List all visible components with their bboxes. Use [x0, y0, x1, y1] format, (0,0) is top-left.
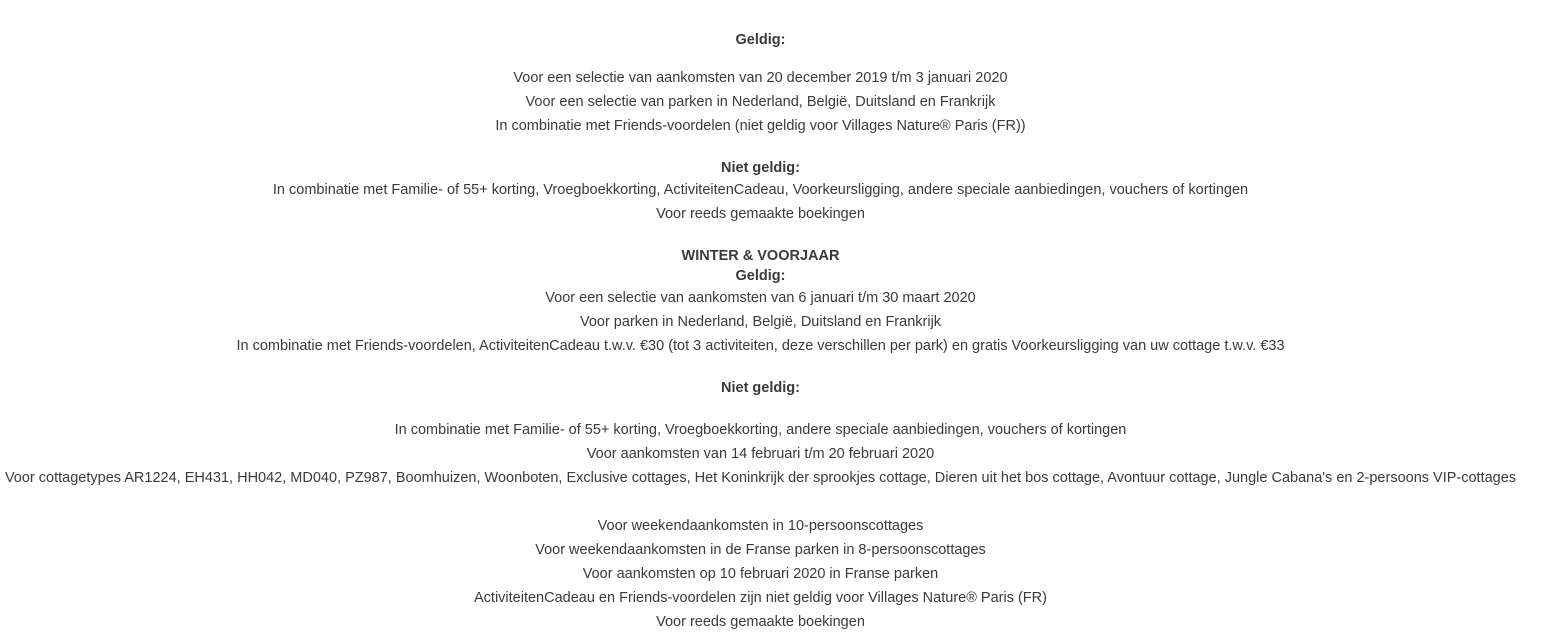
section3-title: WINTER & VOORJAAR: [681, 248, 840, 264]
section3-heading: Geldig:: [735, 268, 786, 284]
section4-item: Voor weekendaankomsten in 10-persoonscottages: [597, 518, 924, 534]
section4-item: In combinatie met Familie- of 55+ korting, Vroegboekkorting, andere speciale aanbiedingen, vouchers of kortingen: [394, 422, 1127, 438]
section2-heading: Niet geldig:: [721, 160, 800, 176]
section4-item: Voor weekendaankomsten in de Franse parken in 8-persoonscottages: [535, 542, 986, 558]
section2-item: In combinatie met Familie- of 55+ korting, Vroegboekkorting, ActiviteitenCadeau, Voorkeursligging, andere speciale aanbiedingen, vouchers of kortingen: [272, 182, 1249, 198]
section4-heading: Niet geldig:: [721, 380, 800, 396]
section4-item: Voor aankomsten van 14 februari t/m 20 februari 2020: [586, 446, 935, 462]
section1-item: Voor een selectie van aankomsten van 20 december 2019 t/m 3 januari 2020: [513, 70, 1008, 86]
section4-item: Voor cottagetypes AR1224, EH431, HH042, MD040, PZ987, Boomhuizen, Woonboten, Exclusive cottages, Het Koninkrijk der sprookjes cottage, Dieren uit het bos cottage, Avontuur cottage, Jungle Cabana's en 2-persoons VIP-cottages: [4, 470, 1517, 486]
section4-item: Voor aankomsten op 10 februari 2020 in Franse parken: [582, 566, 939, 582]
section3-item: Voor een selectie van aankomsten van 6 januari t/m 30 maart 2020: [545, 290, 976, 306]
section4-item: ActiviteitenCadeau en Friends-voordelen zijn niet geldig voor Villages Nature® Paris (FR): [474, 590, 1047, 606]
section1-item: Voor een selectie van parken in Nederland, België, Duitsland en Frankrijk: [525, 94, 996, 110]
section3-item: In combinatie met Friends-voordelen, ActiviteitenCadeau t.w.v. €30 (tot 3 activiteiten, deze verschillen per park) en gratis Voorkeursligging van uw cottage t.w.v. €33: [236, 338, 1285, 354]
section1-heading: Geldig:: [735, 32, 786, 48]
section2-item: Voor reeds gemaakte boekingen: [656, 206, 865, 222]
section4-item: Voor reeds gemaakte boekingen: [656, 614, 865, 630]
section3-item: Voor parken in Nederland, België, Duitsland en Frankrijk: [579, 314, 942, 330]
section1-item: In combinatie met Friends-voordelen (niet geldig voor Villages Nature® Paris (FR)): [495, 118, 1026, 134]
